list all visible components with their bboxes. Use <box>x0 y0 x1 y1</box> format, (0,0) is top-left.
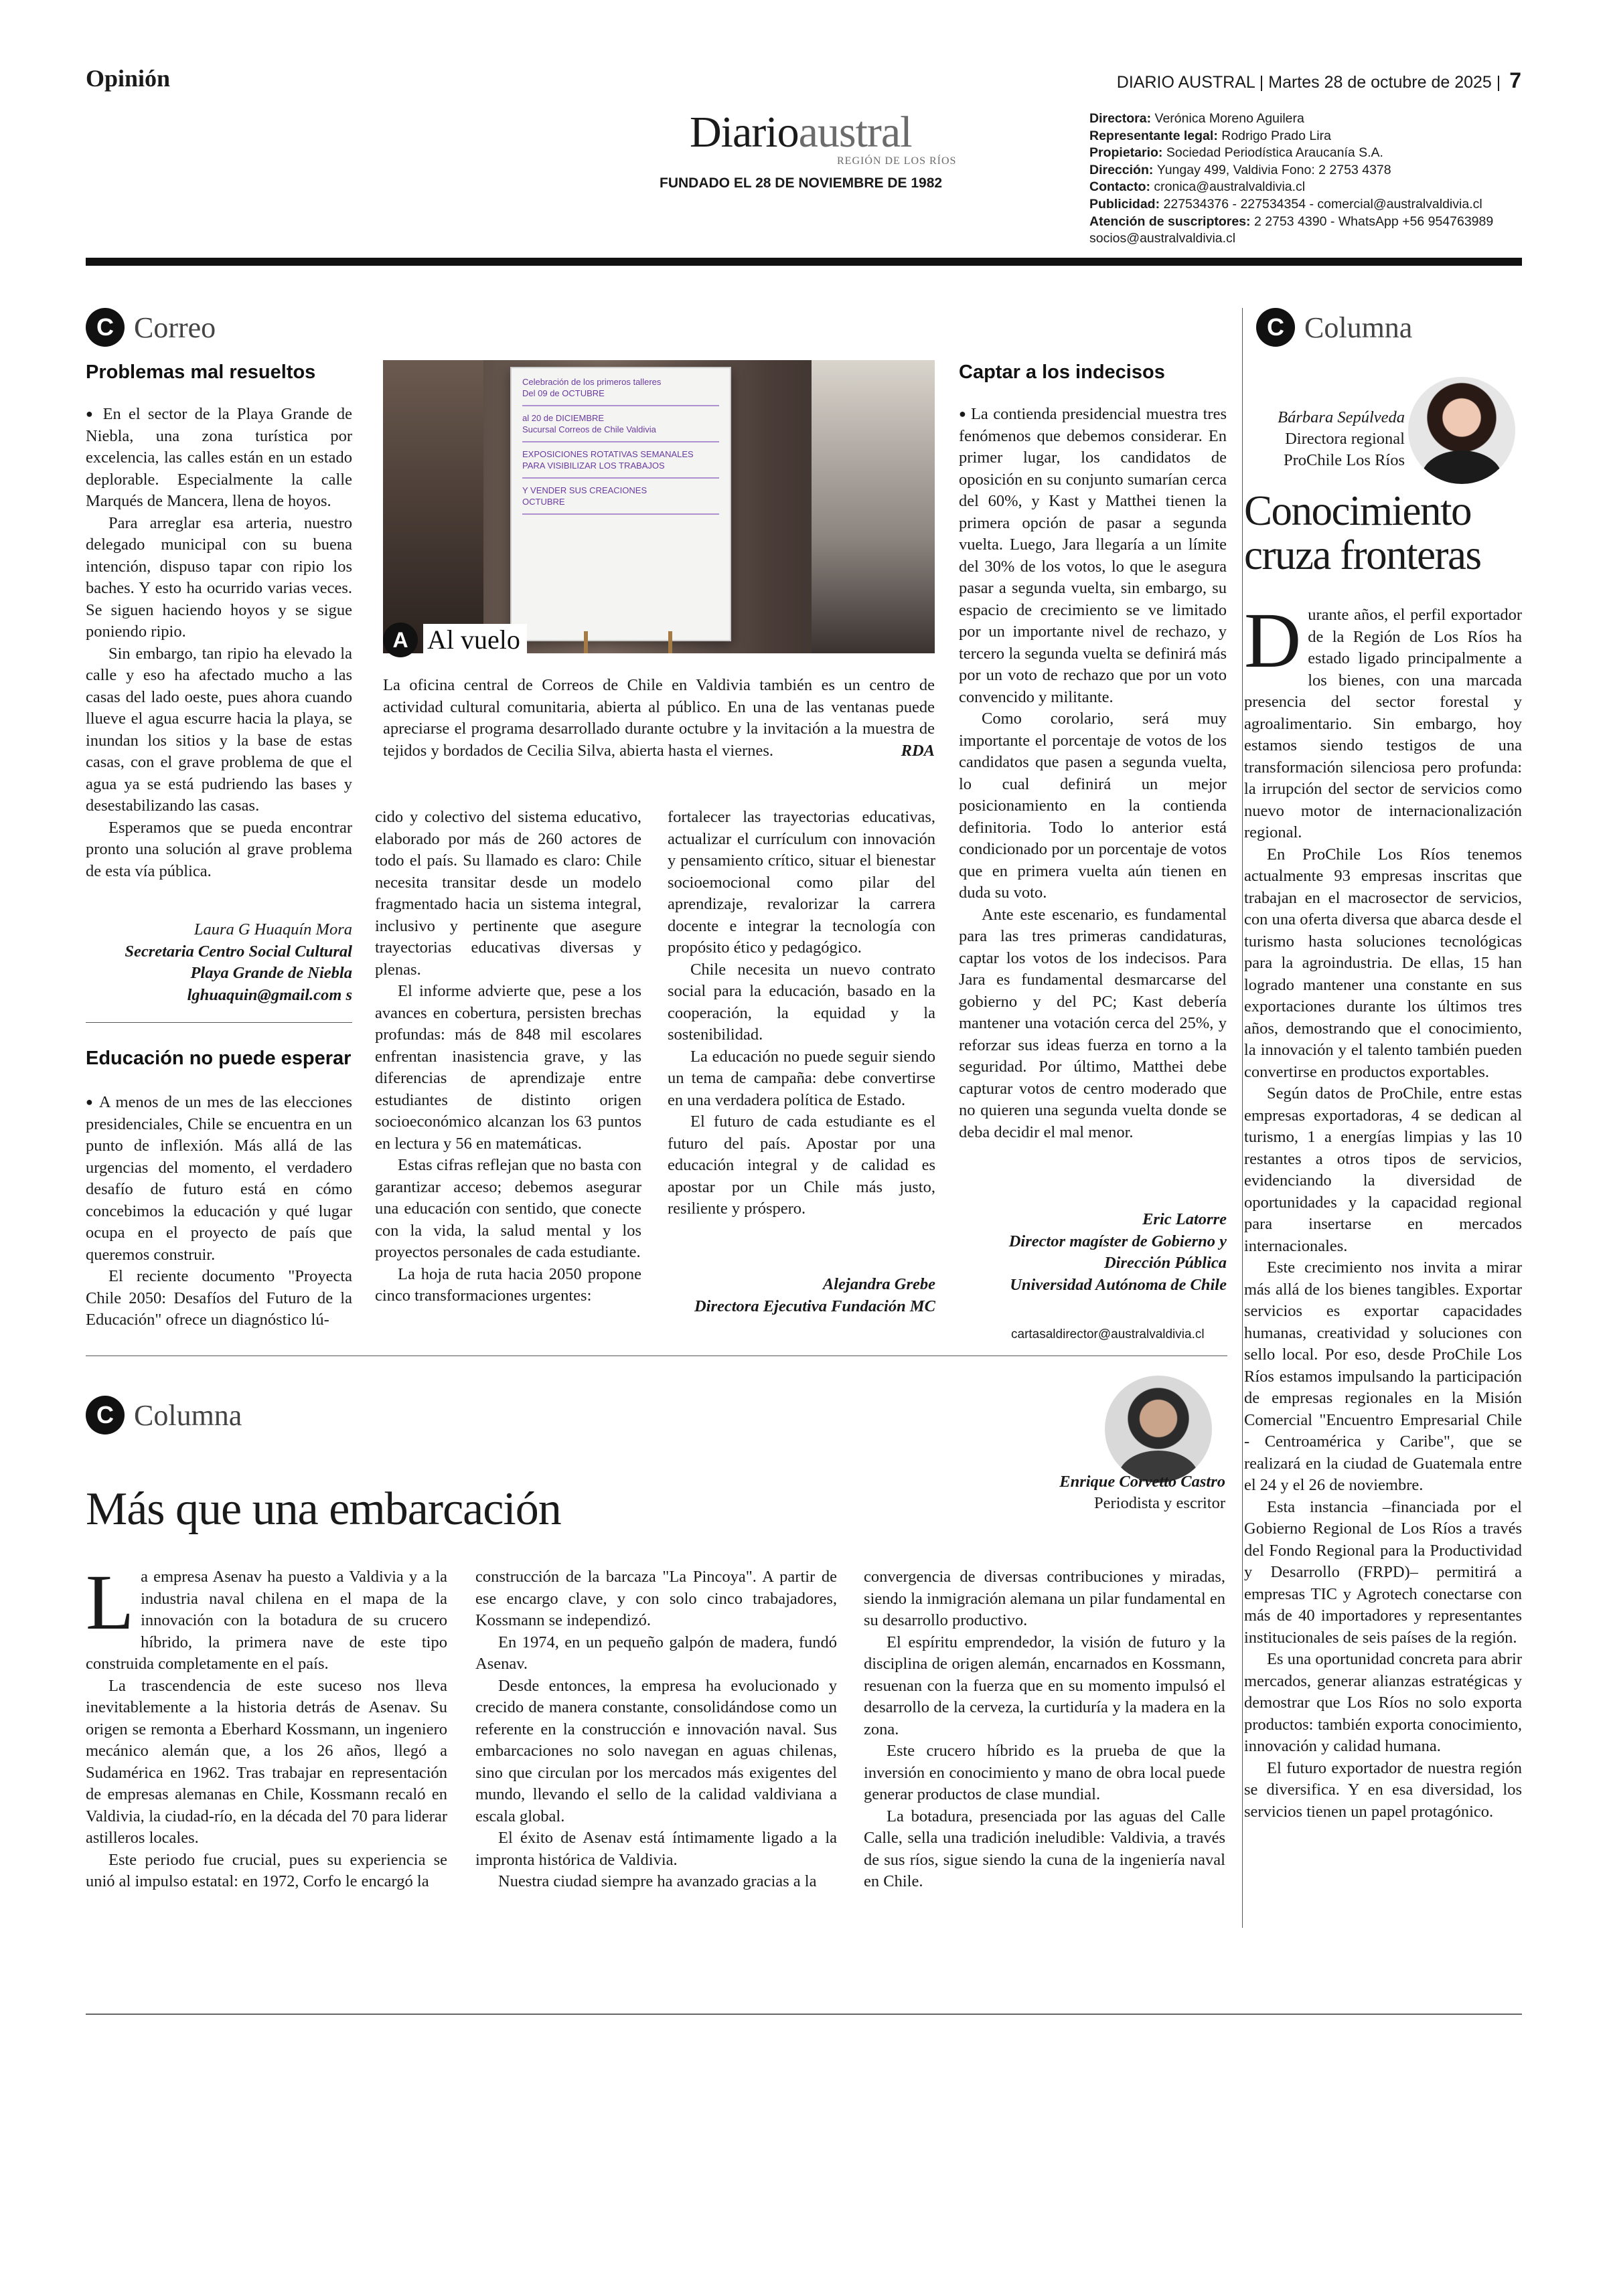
paragraph: Durante años, el perfil exportador de la Región de Los Ríos ha estado ligado principalmente a los bienes, con una marcada presencia del sector forestal y agroalimentario. Sin embargo, hoy estamos siendo testigos de una transformación silenciosa pero profunda: la irrupción del sector de servicios como nuevo motor de internacionalización regional. <box>1244 596 1522 841</box>
columna2-role: Periodista y escritor <box>1094 1494 1225 1512</box>
signature-line: Playa Grande de Niebla <box>190 964 352 982</box>
board-line <box>522 405 719 406</box>
header-rule <box>86 258 1522 266</box>
founded-line: FUNDADO EL 28 DE NOVIEMBRE DE 1982 <box>660 175 943 191</box>
columna2-byline <box>971 1471 1225 1514</box>
signature-line: Directora Ejecutiva Fundación MC <box>694 1297 935 1315</box>
issue-date: Martes 28 de octubre de 2025 <box>1268 73 1492 92</box>
paragraph: En ProChile Los Ríos tenemos actualmente 93 empresas inscritas que trabajan en el macrosector de servicios, con una oferta diversa que abarca desde el turismo hasta soluciones tecnológicas para la agroindustria. De ellas, 15 han logrado mantener una constante en sus exportaciones durante los últimos tres años, demostrando que el conocimiento, la innovación y el talento también pueden convertirse en productos exportables. <box>1244 845 1522 1081</box>
signature-line: Laura G Huaquín Mora <box>194 920 352 938</box>
letter3-body <box>959 403 1227 1143</box>
paragraph: El informe advierte que, pese a los avances en cobertura, persisten brechas profundas: más de 848 mil escolares enfrentan inasistencia grave, y las diferencias de aprendizaje entre estudiantes de distinto origen socioeconómico alcanzan los 63 puntos en lectura y 56 en matemáticas. <box>375 982 641 1153</box>
paragraph: Para arreglar esa arteria, nuestro delegado municipal con su buena intención, dispuso tapar con ripio los baches. Y esto ha ocurrido varias veces. Se siguen haciendo hoyos y se sigue poniendo ripio. <box>86 513 352 641</box>
paragraph: convergencia de diversas contribuciones y miradas, siendo la inmigración alemana un pilar fundamental en su desarrollo productivo. <box>864 1568 1225 1629</box>
columna2-col2 <box>475 1566 837 1893</box>
divider <box>86 1022 352 1023</box>
paragraph: El futuro de cada estudiante es el futuro del país. Apostar por una educación integral y de calidad es apostar por un Chile más justo, resiliente y próspero. <box>668 1113 935 1218</box>
section-label: Opinión <box>86 65 171 92</box>
photo-credit: RDA <box>901 741 935 760</box>
board-text: Del 09 de OCTUBRE <box>522 388 605 398</box>
paragraph: Estas cifras reflejan que no basta con garantizar acceso; debemos asegurar una educación con sentido, que conecte con la vida, la salud mental y los proyectos personales de cada estudiante. <box>375 1156 641 1261</box>
paragraph: Este periodo fue crucial, pues su experiencia se unió al impulso estatal: en 1972, Corfo le encargó la <box>86 1850 447 1890</box>
staff-credits <box>1089 110 1531 248</box>
credit-line: Atención de suscriptores: 2 2753 4390 - WhatsApp +56 954763989 <box>1089 214 1494 229</box>
columna2-headline: Más que una embarcación <box>86 1483 561 1535</box>
paragraph: Sin embargo, tan ripio ha elevado la calle y eso ha afectado mucho a las casas del lado oeste, pues ahora cuando llueve el agua escurre hacia la playa, se inundan los sitios y la base de estas casas, con el grave problema de que el agua ya se está pudriendo las bases y desestabilizando las casas. <box>86 644 352 815</box>
columna1-role-2: ProChile Los Ríos <box>1283 451 1405 469</box>
photo-al-vuelo <box>383 360 935 653</box>
photo-window <box>383 360 483 653</box>
columna1-author: Bárbara Sepúlveda <box>1278 408 1405 426</box>
credit-line: socios@australvaldivia.cl <box>1089 231 1236 246</box>
paragraph: Desde entonces, la empresa ha evolucionado y crecido de manera constante, consolidándose como un referente en la construcción e innovación naval. Sus embarcaciones no solo navegan en aguas chilenas, sino que circulan por los mercados más exigentes del mundo, llevando el sello de la calidad valdiviana a escala global. <box>475 1676 837 1825</box>
footer-rule <box>86 2014 1522 2015</box>
logo: Diarioaustral <box>690 108 912 157</box>
paragraph: Este crecimiento nos invita a mirar más allá de los bienes tangibles. Exportar servicios es exportar capacidades humanas, creatividad y soluciones con sello local. Por eso, desde ProChile Los Ríos estamos impulsando la participación de empresas regionales en la Misión Comercial "Encuentro Empresarial Chile - Centroamérica y Caribe", que se realizará en la ciudad de Guatemala entre el 24 y el 26 de noviembre. <box>1244 1258 1522 1494</box>
photo-caption: La oficina central de Correos de Chile en Valdivia también es un centro de actividad cultural comunitaria, abierta al público. En una de las ventanas puede apreciarse el programa desarrollado durante octubre y la invitación a la muestra de tejidos y bordados de Cecilia Silva, abierta hasta el viernes. RDA <box>383 675 935 762</box>
columna1-headline: Conocimiento cruza fronteras <box>1244 487 1481 578</box>
columna1-body <box>1244 596 1522 1823</box>
author-portrait-enrique <box>1105 1376 1212 1483</box>
credit-line: Contacto: cronica@australvaldivia.cl <box>1089 179 1306 195</box>
paragraph: Chile necesita un nuevo contrato social para la educación, basado en la cooperación, la equidad y la sostenibilidad. <box>668 960 935 1044</box>
columna2-heading <box>86 1396 242 1434</box>
paragraph: Esta instancia –financiada por el Gobierno Regional de Los Ríos a través del Fondo Regional para la Productividad y Desarrollo (FRPD)– permitirá a empresas TIC y Agrotech conectarse con más de 40 importadores y representantes institucionales de seis países de la región. <box>1244 1497 1522 1647</box>
letter2-signature <box>668 1274 935 1317</box>
paragraph: construcción de la barcaza "La Pincoya". A partir de ese encargo clave, y con solo cinco trabajadores, Kossmann se independizó. <box>475 1568 837 1629</box>
letter2-col1 <box>86 1091 352 1331</box>
board-text: Celebración de los primeros talleres <box>522 377 662 387</box>
board-line <box>522 441 719 442</box>
board-text: OCTUBRE <box>522 497 565 507</box>
author-portrait-barbara <box>1408 377 1515 484</box>
letter3-title: Captar a los indecisos <box>959 361 1165 383</box>
paragraph: En 1974, en un pequeño galpón de madera, fundó Asenav. <box>475 1633 837 1673</box>
page-number: 7 <box>1509 68 1521 92</box>
board-text: Y VENDER SUS CREACIONES <box>522 485 647 495</box>
paragraph: El espíritu emprendedor, la visión de futuro y la disciplina de origen alemán, encarnados en Kossmann, resuenan con la fuerza que en su momento impulsó el desarrollo de la cerveza, la curtiduría y la madera en la zona. <box>864 1633 1225 1738</box>
paragraph: ● A menos de un mes de las elecciones presidenciales, Chile se encuentra en un punto de inflexión. Más allá de las urgencias del momento, el verdadero desafío de futuro está en cómo concebimos la educación y qué lugar ocupa en el proyecto de país que queremos construir. <box>86 1091 352 1266</box>
signature-line: Alejandra Grebe <box>822 1275 935 1293</box>
credit-line: Publicidad: 227534376 - 227534354 - comercial@australvaldivia.cl <box>1089 196 1482 212</box>
board-line <box>522 513 719 515</box>
paragraph: La trascendencia de este suceso nos lleva inevitablemente a la historia detrás de Asenav. Su origen se remonta a Eberhard Kossmann, un ingeniero mecánico alemán que, a los 26 años, llegó a Sudamérica en 1962. Tras trabajar en representación de empresas alemanas en Chile, Kossmann recaló en Valdivia, la ciudad-río, en la década del 70 para liderar astilleros locales. <box>86 1676 447 1847</box>
paragraph: La hoja de ruta hacia 2050 propone cinco transformaciones urgentes: <box>375 1264 641 1305</box>
photo-badge: A <box>383 623 418 657</box>
columna1-heading <box>1256 308 1412 347</box>
letter2-title: Educación no puede esperar <box>86 1048 352 1069</box>
credit-line: Propietario: Sociedad Periodística Araucanía S.A. <box>1089 145 1383 161</box>
paragraph: fortalecer las trayectorias educativas, actualizar el currículum con innovación y pensamiento crítico, situar el bienestar socioemocional como pilar del aprendizaje, revalorizar la carrera docente e integrar la tecnología con propósito ético y pedagógico. <box>668 808 935 957</box>
correo-title: Correo <box>134 311 216 344</box>
paragraph: El reciente documento "Proyecta Chile 2050: Desafíos del Futuro de la Educación" ofrece un diagnóstico lú- <box>86 1267 352 1329</box>
letter1-body <box>86 403 352 882</box>
signature-line: lghuaquin@gmail.com s <box>187 985 352 1004</box>
columna2-title: Columna <box>134 1398 242 1432</box>
board-text: Sucursal Correos de Chile Valdivia <box>522 424 656 434</box>
paper-name: DIARIO AUSTRAL <box>1116 73 1255 92</box>
paragraph: Esperamos que se pueda encontrar pronto una solución al grave problema de esta vía pública. <box>86 818 352 880</box>
signature-line: Director magíster de Gobierno y <box>1008 1232 1227 1250</box>
paragraph: Como corolario, será muy importante el porcentaje de votos de los candidatos que pasen a segunda vuelta, lo cual definirá un mejor posicionamiento en la contienda definitoria. Todo lo anterior está condicionado por un porcentaje de votos que en primera vuelta aún tienen en duda su voto. <box>959 710 1227 902</box>
columna2-badge: C <box>86 1396 125 1434</box>
paragraph: Este crucero híbrido es la prueba de que la inversión en conocimiento y mano de obra local puede generar productos de clase mundial. <box>864 1742 1225 1803</box>
correo-heading <box>86 308 216 347</box>
paragraph: La educación no puede seguir siendo un tema de campaña: debe convertirse en una verdadera política de Estado. <box>668 1047 935 1109</box>
logo-subtitle: REGIÓN DE LOS RÍOS <box>837 155 957 167</box>
paragraph: La empresa Asenav ha puesto a Valdivia y a la industria naval chilena en el mapa de la innovación con la botadura de su crucero híbrido, la primera nave de este tipo construida completamente en el país. <box>86 1558 447 1673</box>
signature-line: Secretaria Centro Social Cultural <box>125 942 352 961</box>
masthead-info: DIARIO AUSTRAL | Martes 28 de octubre de 2025 | 7 <box>1116 68 1521 92</box>
paragraph: El futuro exportador de nuestra región se diversifica. Y en esa diversidad, los servicios tienen un papel protagónico. <box>1244 1758 1522 1821</box>
letter3-signature <box>959 1209 1227 1296</box>
board-text: PARA VISIBILIZAR LOS TRABAJOS <box>522 461 665 471</box>
paragraph: La botadura, presenciada por las aguas del Calle Calle, sella una tradición ineludible: Valdivia, a través de sus ríos, sigue siendo la cuna de la ingeniería naval en Chile. <box>864 1807 1225 1890</box>
paragraph: Ante este escenario, es fundamental para las tres primeras candidaturas, captar los votos de los indecisos. Para Jara es fundamental desmarcarse del gobierno y del PC; Kast debería mantener una votación cerca del 25%, y reforzar sus ideas fuerza en torno a la seguridad. Por último, Matthei debe capturar votos de centro moderado que no quieren una segunda vuelta donde se deba decidir el mal menor. <box>959 905 1227 1141</box>
board-line <box>522 477 719 479</box>
columna1-title: Columna <box>1304 311 1413 344</box>
paragraph: Es una oportunidad concreta para abrir mercados, generar alianzas estratégicas y demostrar que Los Ríos no solo exporta productos: también exporta conocimiento, innovación y calidad humana. <box>1244 1650 1522 1755</box>
letter1-title: Problemas mal resueltos <box>86 361 316 383</box>
columna1-badge: C <box>1256 308 1295 347</box>
credit-line: Dirección: Yungay 499, Valdivia Fono: 2 2753 4378 <box>1089 162 1391 177</box>
columna1-role-1: Directora regional <box>1285 430 1405 448</box>
paragraph: cido y colectivo del sistema educativo, elaborado por más de 260 actores de todo el país. Su llamado es claro: Chile necesita transitar desde un modelo fragmentado hacia un sistema integral, inclusivo y pertinente que asegure trayectorias educativas diversas y plenas. <box>375 808 641 979</box>
photo-board <box>510 367 731 641</box>
credit-line: Directora: Verónica Moreno Aguilera <box>1089 111 1304 126</box>
signature-line: Universidad Autónoma de Chile <box>1010 1275 1227 1294</box>
photo-easel <box>584 631 672 653</box>
paragraph: Nuestra ciudad siempre ha avanzado gracias a la <box>498 1872 817 1890</box>
columna2-col1 <box>86 1558 447 1893</box>
columna1-byline <box>1244 407 1405 471</box>
photo-label-text: Al vuelo <box>423 624 527 657</box>
letter2-col2 <box>375 807 641 1307</box>
paragraph: ● La contienda presidencial muestra tres fenómenos que debemos considerar. En primer lugar, los candidatos de oposición en su conjunto sumarían cerca del 60%, y Kast y Matthei tienen la primera opción de pasar a segunda vuelta. Luego, Jara llegaría a un límite del 30% de los votos, lo que le asegura pasar a segunda vuelta, sin embargo, su espacio de crecimiento se ve limitado por un importante nivel de rechazo, y tercero la segunda vuelta se definirá más por un voto de rechazo que por un voto convencido y militante. <box>959 403 1227 708</box>
photo-label <box>383 623 527 657</box>
board-text: al 20 de DICIEMBRE <box>522 413 605 423</box>
correo-badge: C <box>86 308 125 347</box>
paragraph: ● En el sector de la Playa Grande de Niebla, una zona turística por excelencia, las calles están en un estado deplorable. Especialmente la calle Marqués de Mancera, llena de hoyos. <box>86 403 352 513</box>
columna2-col3 <box>864 1566 1225 1893</box>
signature-line: Dirección Pública <box>1103 1254 1227 1272</box>
letter2-col3 <box>668 807 935 1220</box>
paragraph: El éxito de Asenav está íntimamente ligado a la impronta histórica de Valdivia. <box>475 1829 837 1869</box>
column-divider <box>1242 308 1243 1928</box>
credit-line: Representante legal: Rodrigo Prado Lira <box>1089 128 1331 143</box>
photo-frame <box>812 360 935 653</box>
signature-line: Eric Latorre <box>1142 1210 1227 1228</box>
paragraph: Según datos de ProChile, entre estas empresas exportadoras, 4 se dedican al turismo, 1 a energías limpias y las 10 restantes a otros tipos de servicios, evidenciando la diversidad de oportunidades y la capacidad regional para insertarse en mercados internacionales. <box>1244 1084 1522 1255</box>
board-text: EXPOSICIONES ROTATIVAS SEMANALES <box>522 449 694 459</box>
letters-email[interactable]: cartasaldirector@australvaldivia.cl <box>1011 1327 1205 1341</box>
letter1-signature <box>86 919 352 1006</box>
columna2-author: Enrique Corvetto Castro <box>1059 1473 1225 1491</box>
